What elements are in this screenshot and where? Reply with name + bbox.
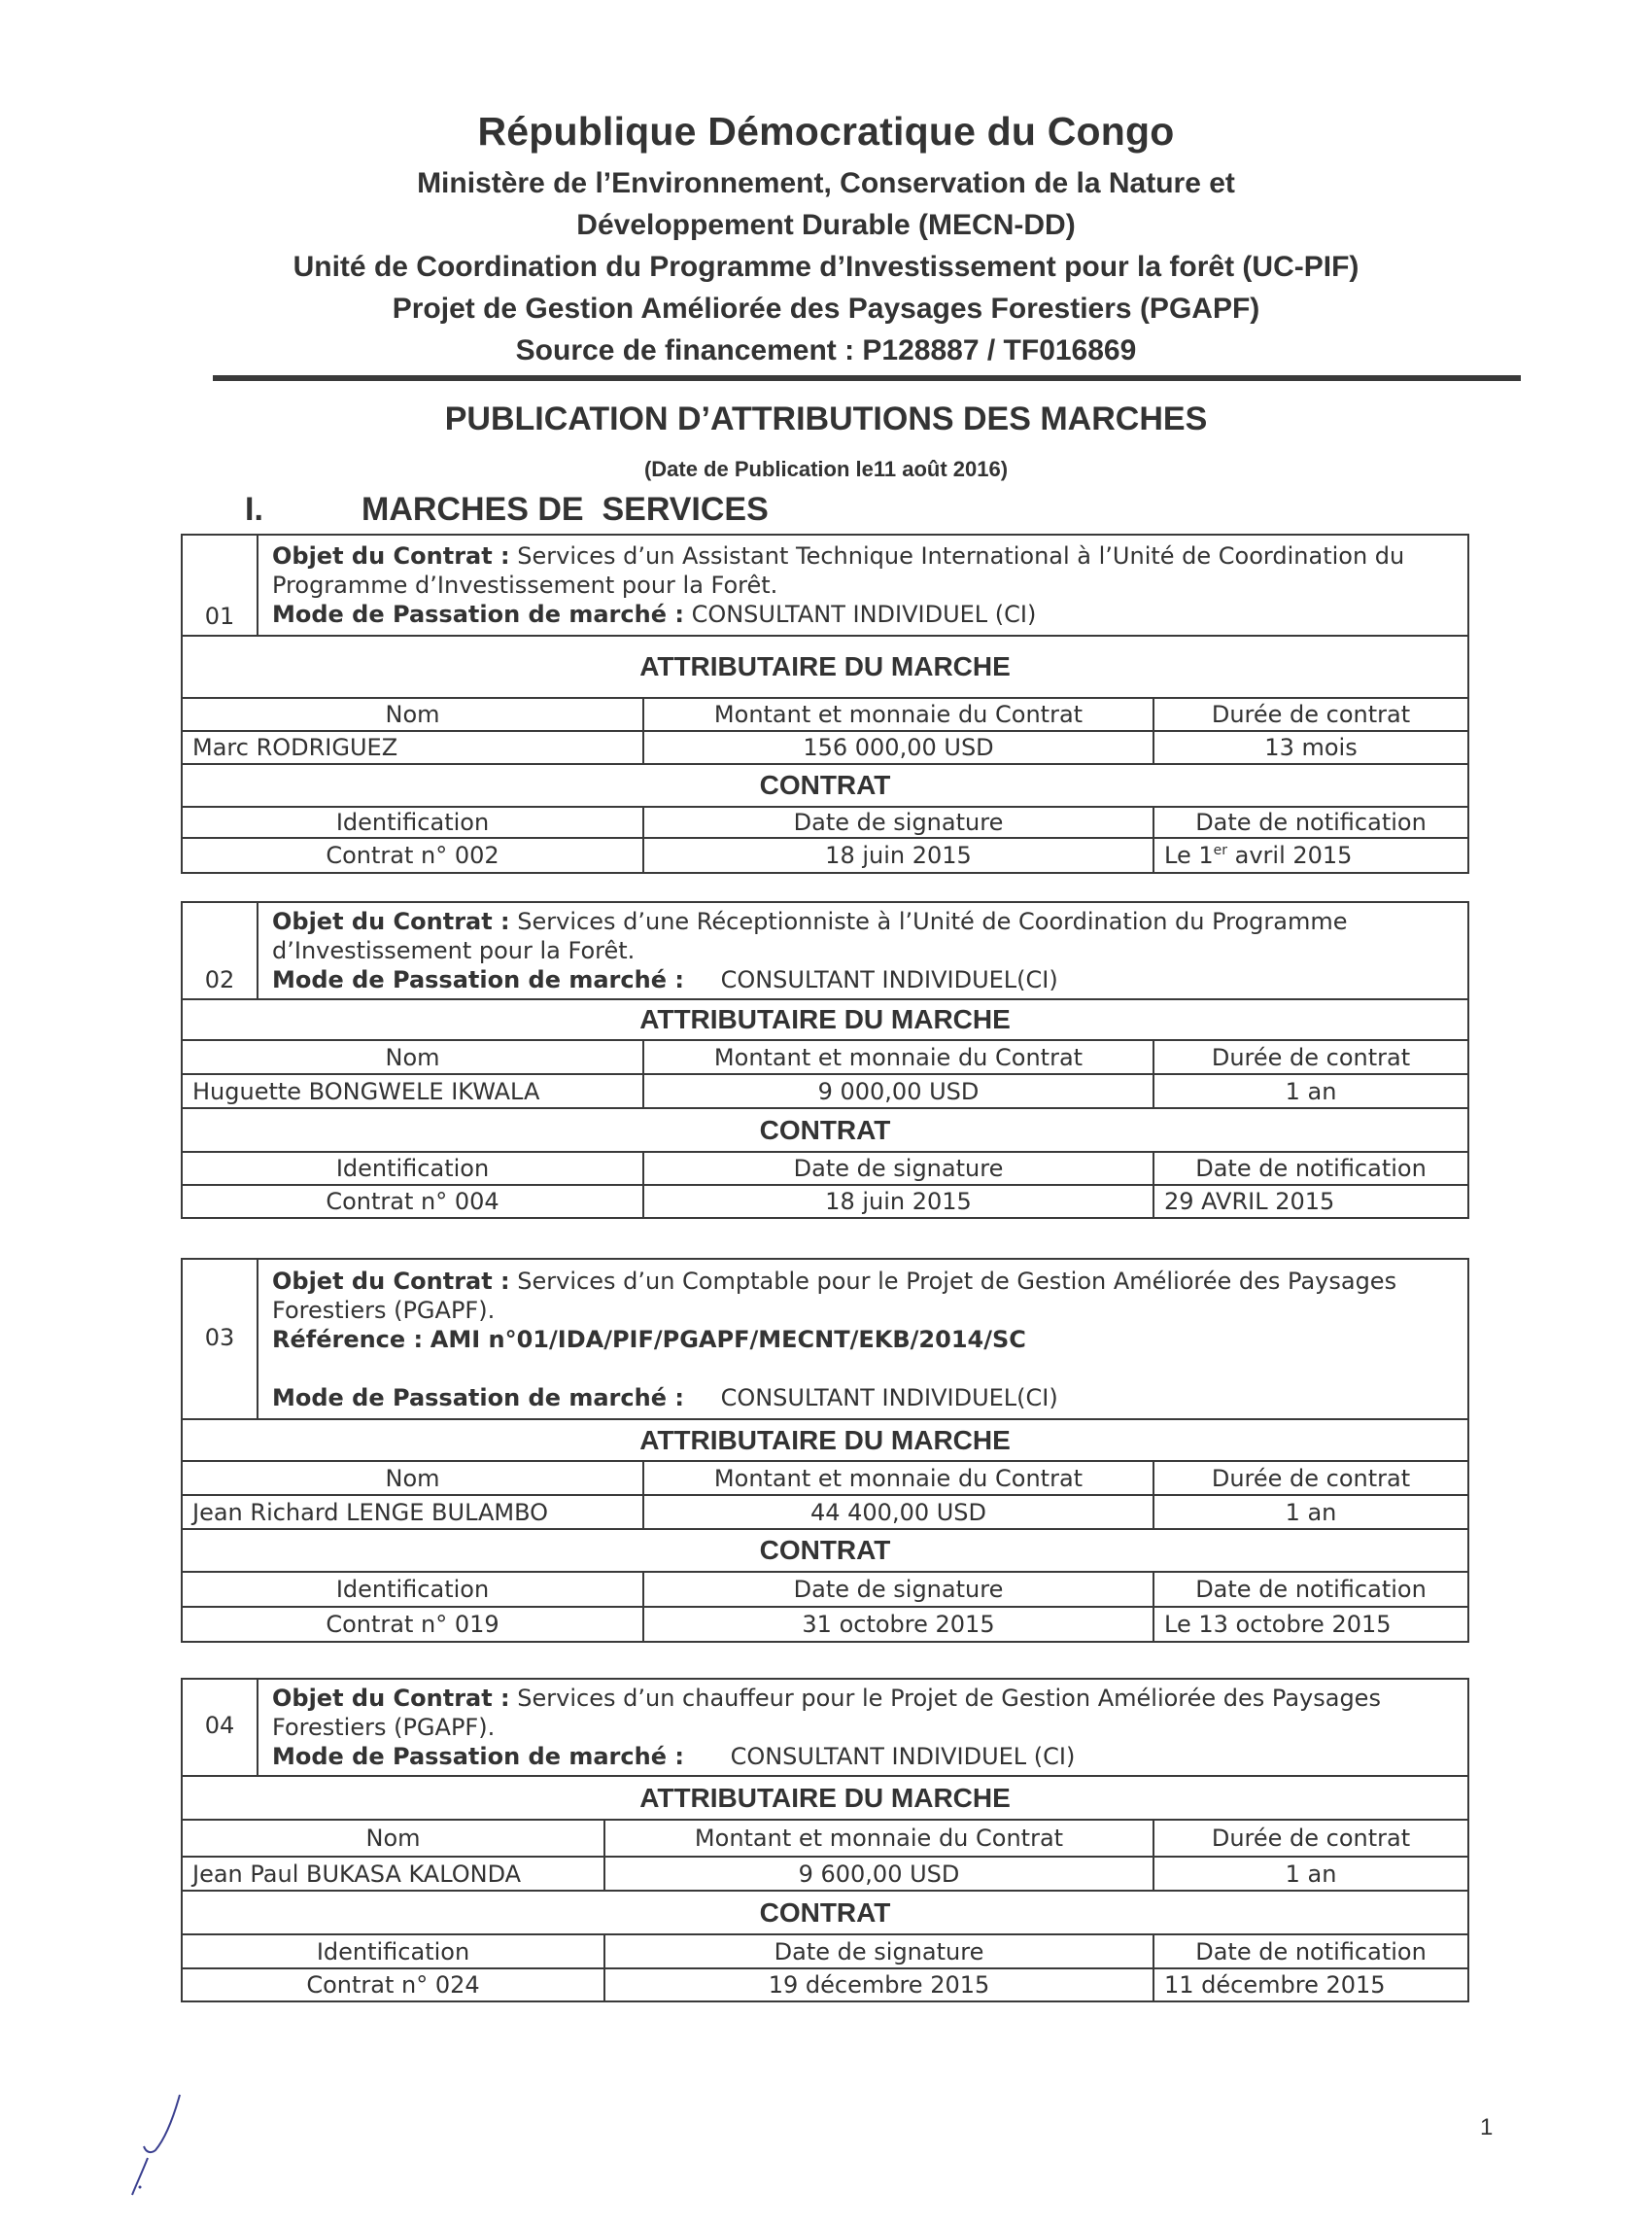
col-duree: Durée de contrat [1153,1461,1468,1495]
contract-object-cell [258,1259,1468,1419]
nom-value: Jean Paul BUKASA KALONDA [182,1857,604,1891]
identification-value: Contrat n° 004 [182,1185,643,1218]
identification-value: Contrat n° 024 [182,1968,604,2001]
contract-object-cell [258,902,1468,999]
contract-number: 03 [182,1259,258,1419]
col-nom: Nom [182,1461,643,1495]
project-line: Projet de Gestion Améliorée des Paysages Forestiers (PGAPF) [392,293,1260,325]
mode-label: Mode de Passation de marché : [272,601,684,628]
funding-line: Source de financement : P128887 / TF016869 [515,334,1137,366]
contrat-heading: CONTRAT [182,764,1468,807]
col-duree: Durée de contrat [1153,698,1468,731]
attributaire-heading: ATTRIBUTAIRE DU MARCHE [182,636,1468,698]
montant-value: 9 600,00 USD [604,1857,1153,1891]
col-montant: Montant et monnaie du Contrat [604,1820,1153,1857]
contract-object-cell [258,535,1468,636]
col-notification: Date de notification [1153,1572,1468,1607]
contract-number: 02 [182,902,258,999]
objet-label: Objet du Contrat : [272,908,510,935]
page-number: 1 [1480,2114,1494,2140]
objet-text: Services d’une Réceptionniste à l’Unité de Coordination du Programme d’Investissement pour la Forêt. [272,908,1348,964]
nom-value: Huguette BONGWELE IKWALA [182,1074,643,1108]
section-number: I. [245,491,263,528]
duree-value: 1 an [1153,1074,1468,1108]
contrat-heading: CONTRAT [182,1108,1468,1152]
objet-label: Objet du Contrat : [272,1685,510,1712]
mode-label: Mode de Passation de marché : [272,1383,684,1411]
publication-date: (Date de Publication le11 août 2016) [643,457,1009,481]
mode-value: CONSULTANT INDIVIDUEL(CI) [720,966,1058,993]
attributaire-heading: ATTRIBUTAIRE DU MARCHE [182,1419,1468,1461]
col-signature: Date de signature [643,1572,1153,1607]
col-nom: Nom [182,1040,643,1074]
contrat-heading: CONTRAT [182,1891,1468,1934]
duree-value: 1 an [1153,1495,1468,1529]
identification-value: Contrat n° 019 [182,1607,643,1642]
montant-value: 44 400,00 USD [643,1495,1153,1529]
objet-label: Objet du Contrat : [272,542,510,570]
signature-value: 19 décembre 2015 [604,1968,1153,2001]
signature-value: 31 octobre 2015 [643,1607,1153,1642]
contrat-heading: CONTRAT [182,1529,1468,1572]
attributaire-heading: ATTRIBUTAIRE DU MARCHE [182,999,1468,1040]
col-nom: Nom [182,698,643,731]
contract-table [181,1258,1469,1643]
unit-line: Unité de Coordination du Programme d’Investissement pour la forêt (UC-PIF) [293,251,1359,283]
col-montant: Montant et monnaie du Contrat [643,1461,1153,1495]
handwritten-initials-icon [97,2090,185,2197]
notification-value: Le 1er avril 2015 [1153,838,1468,873]
col-signature: Date de signature [604,1934,1153,1968]
section-heading [245,491,769,529]
contract-number: 01 [182,535,258,636]
col-signature: Date de signature [643,1152,1153,1185]
contract-table [181,901,1469,1219]
col-montant: Montant et monnaie du Contrat [643,698,1153,731]
col-signature: Date de signature [643,807,1153,838]
duree-value: 13 mois [1153,731,1468,764]
col-nom: Nom [182,1820,604,1857]
montant-value: 9 000,00 USD [643,1074,1153,1108]
signature-value: 18 juin 2015 [643,838,1153,873]
ministry-line-1: Ministère de l’Environnement, Conservation de la Nature et [417,167,1235,199]
col-notification: Date de notification [1153,1152,1468,1185]
objet-text: Services d’un Assistant Technique International à l’Unité de Coordination du Programme d’Investissement pour la Forêt. [272,542,1405,599]
notification-value: 29 AVRIL 2015 [1153,1185,1468,1218]
mode-label: Mode de Passation de marché : [272,966,684,993]
country-title: République Démocratique du Congo [477,109,1175,154]
col-montant: Montant et monnaie du Contrat [643,1040,1153,1074]
notification-value: 11 décembre 2015 [1153,1968,1468,2001]
identification-value: Contrat n° 002 [182,838,643,873]
publication-title: PUBLICATION D’ATTRIBUTIONS DES MARCHES [444,400,1208,437]
attributaire-heading: ATTRIBUTAIRE DU MARCHE [182,1776,1468,1820]
contract-table [181,1678,1469,2002]
col-notification: Date de notification [1153,807,1468,838]
reference-label: Référence : [272,1325,424,1353]
col-duree: Durée de contrat [1153,1040,1468,1074]
objet-text: Services d’un Comptable pour le Projet de Gestion Améliorée des Paysages Forestiers (PGAPF). [272,1267,1397,1324]
col-identification: Identification [182,807,643,838]
signature-value: 18 juin 2015 [643,1185,1153,1218]
col-identification: Identification [182,1934,604,1968]
col-identification: Identification [182,1152,643,1185]
montant-value: 156 000,00 USD [643,731,1153,764]
ministry-line-2: Développement Durable (MECN-DD) [576,209,1076,241]
mode-value: CONSULTANT INDIVIDUEL (CI) [730,1743,1076,1770]
mode-value: CONSULTANT INDIVIDUEL (CI) [691,601,1037,628]
contract-number: 04 [182,1679,258,1776]
duree-value: 1 an [1153,1857,1468,1891]
notification-value: Le 13 octobre 2015 [1153,1607,1468,1642]
col-identification: Identification [182,1572,643,1607]
nom-value: Jean Richard LENGE BULAMBO [182,1495,643,1529]
contract-table [181,534,1469,874]
section-title: MARCHES DE SERVICES [361,491,769,528]
contract-object-cell [258,1679,1468,1776]
header-divider [213,375,1521,381]
reference-value: AMI n°01/IDA/PIF/PGAPF/MECNT/EKB/2014/SC [430,1325,1026,1353]
objet-label: Objet du Contrat : [272,1267,510,1295]
objet-text: Services d’un chauffeur pour le Projet de Gestion Améliorée des Paysages Forestiers (PGAPF). [272,1685,1381,1741]
col-duree: Durée de contrat [1153,1820,1468,1857]
nom-value: Marc RODRIGUEZ [182,731,643,764]
mode-label: Mode de Passation de marché : [272,1743,684,1770]
mode-value: CONSULTANT INDIVIDUEL(CI) [720,1383,1058,1411]
col-notification: Date de notification [1153,1934,1468,1968]
